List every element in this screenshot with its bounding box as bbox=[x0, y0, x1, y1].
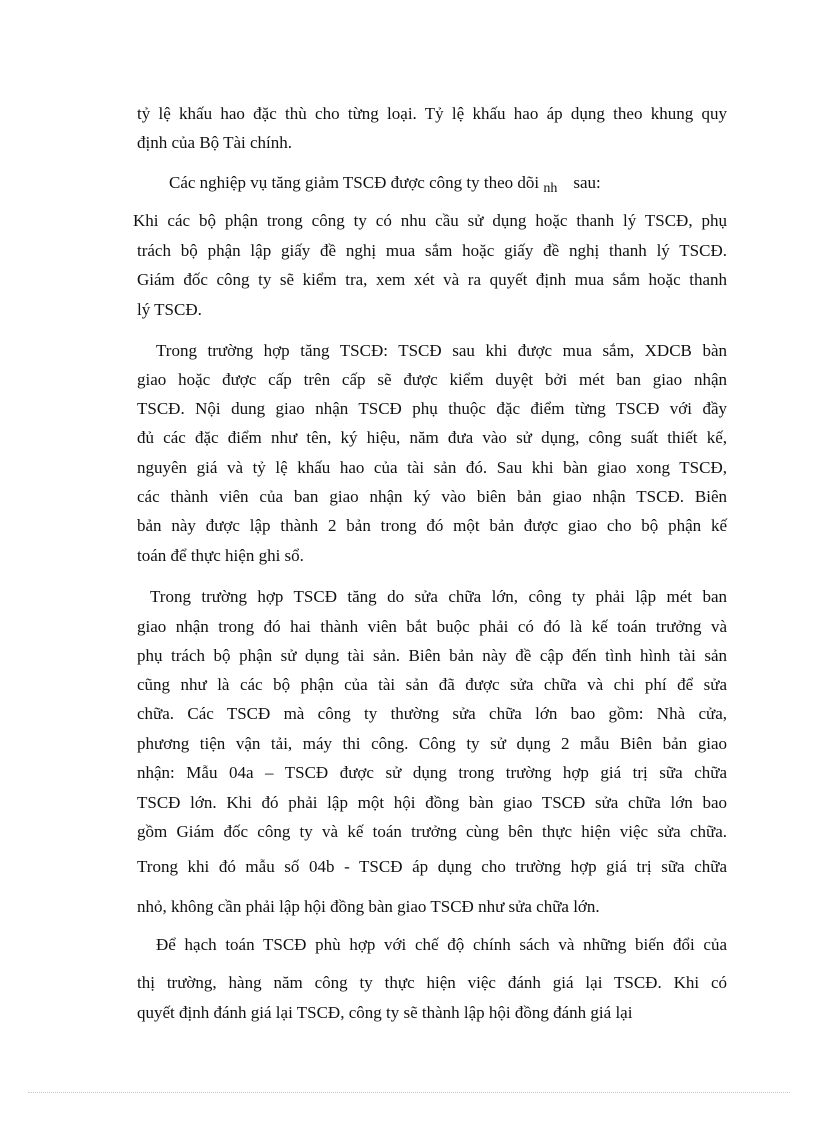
footer-dotted-rule bbox=[28, 1092, 790, 1093]
paragraph-1-line-1: tỷ lệ khấu hao đặc thù cho từng loại. Tỷ lệ khấu hao áp dụng theo khung quy bbox=[137, 104, 727, 123]
paragraph-5-line-4: cũng như là các bộ phận của tài sản đã được sửa chữa và chi phí để sửa bbox=[137, 675, 727, 694]
paragraph-6-line-1: Để hạch toán TSCĐ phù hợp với chế độ chính sách và những biến đổi của bbox=[156, 935, 727, 954]
paragraph-2-text-end: sau: bbox=[573, 173, 601, 192]
paragraph-4-line-3: TSCĐ. Nội dung giao nhận TSCĐ phụ thuộc đặc điểm từng TSCĐ với đầy bbox=[137, 399, 727, 418]
paragraph-4-line-1: Trong trường hợp tăng TSCĐ: TSCĐ sau khi được mua sắm, XDCB bàn bbox=[156, 341, 727, 360]
paragraph-4-line-7: bản này được lập thành 2 bản trong đó một bản được giao cho bộ phận kế bbox=[137, 516, 727, 535]
paragraph-5-line-7: nhận: Mẫu 04a – TSCĐ được sử dụng trong trường hợp giá trị sữa chữa bbox=[137, 763, 727, 782]
paragraph-5-line-5: chữa. Các TSCĐ mà công ty thường sửa chữa lớn bao gồm: Nhà cửa, bbox=[137, 704, 727, 723]
paragraph-3-line-1: Khi các bộ phận trong công ty có nhu cầu sử dụng hoặc thanh lý TSCĐ, phụ bbox=[133, 211, 727, 230]
paragraph-4-line-5: nguyên giá và tỷ lệ khấu hao của tài sản đó. Sau khi bàn giao xong TSCĐ, bbox=[137, 458, 727, 477]
paragraph-5-line-6: phương tiện vận tải, máy thi công. Công ty sử dụng 2 mẫu Biên bản giao bbox=[137, 734, 727, 753]
paragraph-3-line-4: lý TSCĐ. bbox=[137, 300, 202, 319]
paragraph-5-line-3: phụ trách bộ phận sử dụng tài sản. Biên bản này đề cập đến tình hình tài sản bbox=[137, 646, 727, 665]
paragraph-1-line-2: định của Bộ Tài chính. bbox=[137, 133, 293, 152]
paragraph-4-line-4: đủ các đặc điểm như tên, ký hiệu, năm đưa vào sử dụng, công suất thiết kế, bbox=[137, 428, 727, 447]
paragraph-4-line-2: giao hoặc được cấp trên cấp sẽ được kiểm duyệt bởi mét ban giao nhận bbox=[137, 370, 727, 389]
paragraph-5-line-9: gồm Giám đốc công ty và kế toán trưởng cùng bên thực hiện việc sửa chữa. bbox=[137, 822, 727, 841]
paragraph-5-line-1: Trong trường hợp TSCĐ tăng do sửa chữa lớn, công ty phải lập mét ban bbox=[150, 587, 727, 606]
paragraph-3-line-2: trách bộ phận lập giấy đề nghị mua sắm hoặc giấy đề nghị thanh lý TSCĐ. bbox=[137, 241, 727, 260]
paragraph-5-line-2: giao nhận trong đó hai thành viên bắt buộc phải có đó là kế toán trưởng và bbox=[137, 617, 727, 636]
paragraph-6-line-3: quyết định đánh giá lại TSCĐ, công ty sẽ thành lập hội đồng đánh giá lại bbox=[137, 1003, 633, 1022]
paragraph-5-line-10: Trong khi đó mẫu số 04b - TSCĐ áp dụng cho trường hợp giá trị sữa chữa bbox=[137, 857, 727, 876]
paragraph-3-line-3: Giám đốc công ty sẽ kiểm tra, xem xét và ra quyết định mua sắm hoặc thanh bbox=[137, 270, 727, 289]
paragraph-2-text-start: Các nghiệp vụ tăng giảm TSCĐ được công ty theo dõi bbox=[169, 173, 540, 192]
paragraph-5-line-11: nhỏ, không cần phải lập hội đồng bàn giao TSCĐ như sửa chữa lớn. bbox=[137, 897, 600, 916]
paragraph-5-line-8: TSCĐ lớn. Khi đó phải lập một hội đồng bàn giao TSCĐ sửa chữa lớn bao bbox=[137, 793, 727, 812]
paragraph-2-subscript-fragment: nh bbox=[543, 181, 558, 196]
paragraph-2-line-1 bbox=[169, 172, 601, 196]
paragraph-4-line-6: các thành viên của ban giao nhận ký vào biên bản giao nhận TSCĐ. Biên bbox=[137, 487, 727, 506]
paragraph-4-line-8: toán để thực hiện ghi sổ. bbox=[137, 546, 304, 565]
paragraph-6-line-2: thị trường, hàng năm công ty thực hiện việc đánh giá lại TSCĐ. Khi có bbox=[137, 973, 727, 992]
